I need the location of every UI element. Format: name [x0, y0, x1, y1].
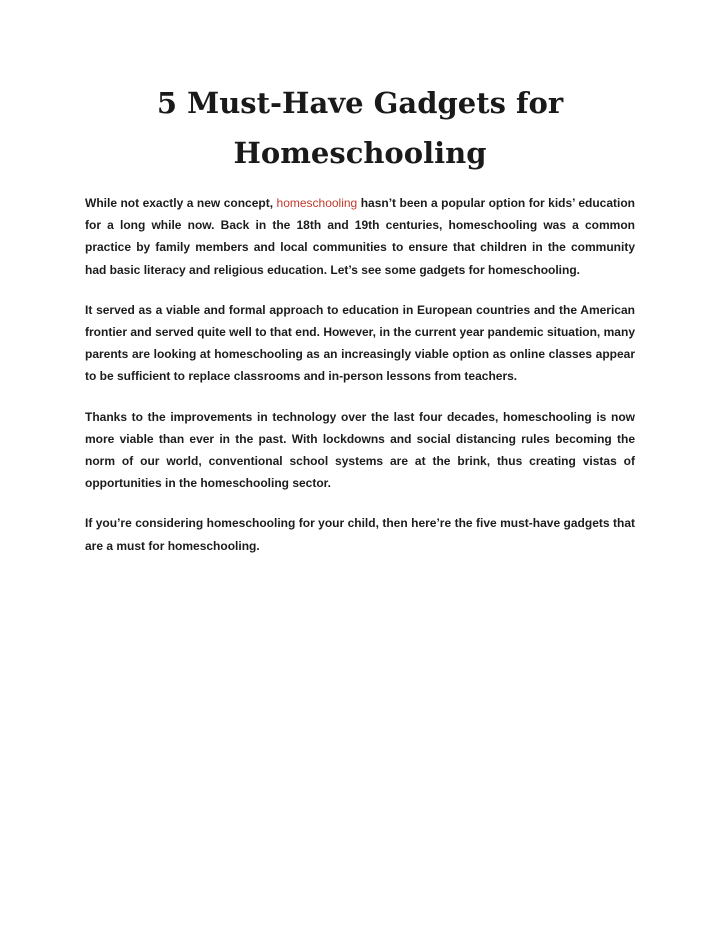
page-title-line-2: Homeschooling — [233, 136, 487, 170]
paragraph-conclusion: If you’re considering homeschooling for your child, then here’re the five must-have gadgets that are a must for homeschooling. — [85, 516, 635, 553]
homeschooling-link[interactable]: homeschooling — [276, 196, 358, 210]
paragraph-intro-text-start: While not exactly a new concept, — [85, 196, 277, 210]
paragraph-intro-text-end: hasn’t been a popular option for kids’ education for a long while now. Back in the 18th and 19th centuries, homeschooling was a common practice by family members and local communities to ensure that children in the community had basic literacy and religious education. Let’s see some gadgets for homeschooling. — [85, 196, 635, 277]
page-title — [0, 78, 720, 178]
paragraph-history: It served as a viable and formal approach to education in European countries and the American frontier and served quite well to that end. However, in the current year pandemic situation, many parents are looking at homeschooling as an increasingly viable option as online classes appear to be sufficient to replace classrooms and in-person lessons from teachers. — [85, 302, 635, 384]
article-body — [85, 192, 635, 575]
paragraph-technology: Thanks to the improvements in technology over the last four decades, homeschooling is now more viable than ever in the past. With lockdowns and social distancing rules becoming the norm of our world, conventional school systems are at the brink, thus creating vistas of opportunities in the homeschooling sector. — [85, 409, 635, 491]
page-title-line-1: 5 Must-Have Gadgets for — [156, 86, 564, 120]
paragraph-intro — [85, 192, 635, 281]
